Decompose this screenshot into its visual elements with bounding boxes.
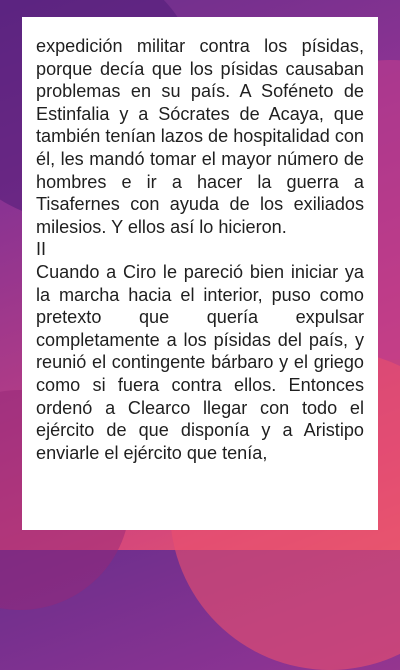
book-text (36, 35, 364, 464)
paragraph-1: expedición militar contra los písidas, porque decía que los písidas causaban problemas en su país. A Soféneto de Estinfalia y a Sócrates de Acaya, que también tenían lazos de hospitalidad con él, les mandó tomar el mayor número de hombres e ir a hacer la guerra a Tisafernes con ayuda de los exiliados milesios. Y ellos así lo hicieron. (36, 36, 364, 237)
section-marker: II (36, 239, 47, 260)
paragraph-2: Cuando a Ciro le pareció bien iniciar ya la marcha hacia el interior, puso como pretexto que quería expulsar completamente a los písidas del país, y reunió el contingente bárbaro y el griego como si fuera contra ellos. Entonces ordenó a Clearco llegar con todo el ejército de que disponía y a Aristipo enviarle el ejército que tenía, (36, 261, 364, 463)
text-card (22, 17, 378, 530)
